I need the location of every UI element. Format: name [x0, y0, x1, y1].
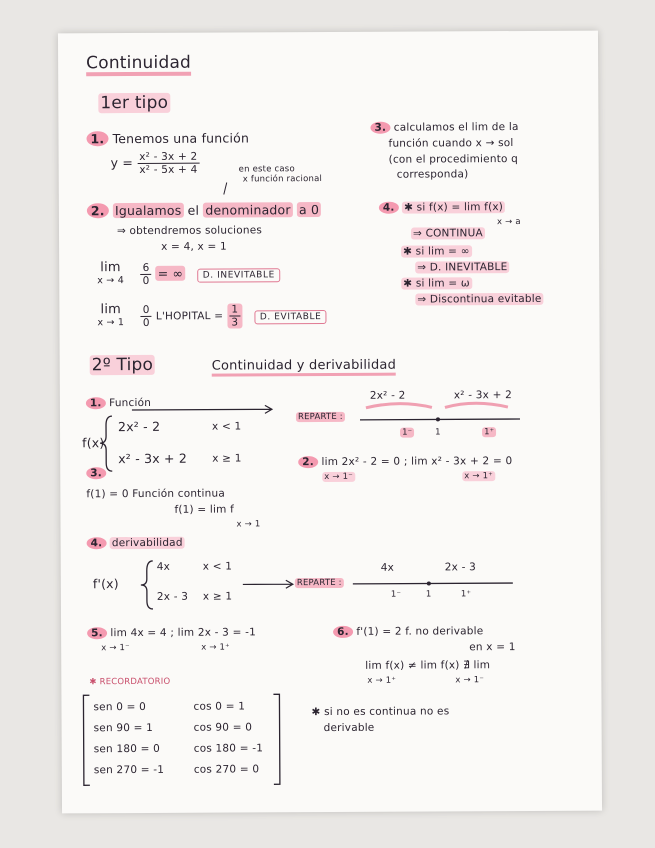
step-number: 2. [298, 456, 318, 468]
reparte1-left-expr: 2x² - 2 [369, 389, 406, 402]
step-number: 3. [370, 122, 390, 134]
step4-lim-inf: ✱ si lim = ∞ [403, 245, 470, 258]
step-number: 5. [87, 627, 107, 639]
step-number: 4. [87, 537, 107, 549]
step5-limits: lim 4x = 4 ; lim 2x - 3 = -1 [110, 626, 257, 640]
limit-fraction [141, 303, 152, 328]
reparte-label-1: REPARTE : [297, 411, 343, 423]
step4-evitable: ⇒ Discontinua evitable [417, 292, 542, 306]
limit-notation [97, 261, 124, 287]
y-label: y = [110, 155, 134, 171]
limit-notation [97, 303, 124, 329]
reparte1-right-tick: 1⁺ [484, 427, 495, 438]
inevitable-box: D. INEVITABLE [198, 268, 280, 282]
tipo2-step4 [87, 537, 185, 550]
step6-text3: lim f(x) ≠ lim f(x) ∄ lim [365, 659, 491, 672]
reparte2-left-expr: 4x [380, 561, 395, 574]
tipo1-step2 [87, 202, 321, 218]
case2-expr: x² - 3x + 2 [118, 450, 188, 467]
hopital-label: L'HOPITAL = [155, 310, 224, 323]
lim-word: lim [100, 302, 122, 318]
notebook-page [58, 31, 602, 814]
tipo2-step3-text2: f(1) = lim f [174, 503, 235, 516]
tipo1-step1 [86, 130, 249, 146]
step-text: Función [109, 396, 152, 410]
tipo2-heading: 2º Tipo [91, 354, 154, 376]
step4-inevitable: ⇒ D. INEVITABLE [417, 261, 508, 274]
numerator: x² - 3x + 2 [137, 151, 199, 164]
step6-text2: en x = 1 [469, 641, 516, 654]
reparte1-right-expr: x² - 3x + 2 [453, 389, 513, 402]
lim-subscript: x → 1 [97, 317, 125, 329]
step6-sub-left: x → 1⁺ [367, 675, 397, 686]
fpx-label: f'(x) [92, 576, 119, 592]
limit-inevitable [97, 260, 280, 287]
tipo1-step4-line1 [379, 201, 505, 214]
tipo2-step1 [86, 397, 151, 409]
trig-row-3-sen: sen 180 = 0 [93, 742, 161, 756]
rational-function [111, 151, 200, 176]
tipo2-step3-sub: x → 1 [236, 519, 261, 530]
fraction-numerator: 0 [141, 303, 152, 316]
reparte1-mid-tick: 1 [435, 427, 441, 438]
step3-text1: calculamos el lim de la [393, 121, 519, 134]
highlight-a-cero: a 0 [298, 202, 320, 218]
trig-row-4-sen: sen 270 = -1 [93, 763, 165, 777]
tipo2-step2 [298, 455, 512, 468]
deriv-cond1: x < 1 [202, 560, 233, 573]
limit-evitable [97, 302, 326, 329]
trig-row-2-sen: sen 90 = 1 [93, 721, 154, 735]
reparte1-left-tick: 1⁻ [402, 427, 413, 438]
deriv-case1: 4x [156, 560, 171, 573]
highlight-igualamos: Igualamos [114, 202, 182, 219]
step4-continua: ⇒ CONTINUA [412, 227, 483, 240]
lim-subscript: x → 4 [97, 275, 124, 287]
tipo1-heading: 1er tipo [100, 92, 169, 114]
fx-label: f(x) [82, 435, 105, 451]
deriv-case2: 2x - 3 [156, 590, 189, 603]
trig-row-2-cos: cos 90 = 0 [193, 721, 253, 734]
step4-subscript: x → a [496, 216, 521, 228]
highlight-denominador: denominador [205, 202, 291, 218]
tipo1-step3-line4: corresponda) [396, 168, 469, 181]
evitable-box: D. EVITABLE [255, 310, 327, 324]
result-numerator: 1 [229, 303, 240, 316]
tipo1-step3-line2: función cuando x → sol [388, 137, 514, 150]
derivable-note-line2: derivable [323, 721, 375, 735]
hopital-result [227, 303, 242, 328]
step-number: 6. [333, 626, 353, 638]
limit-result: = ∞ [157, 265, 184, 281]
step2-sub-right: x → 1⁺ [464, 471, 493, 482]
tipo1-step3-line3: (con el procedimiento q [388, 153, 519, 166]
tipo2-step5 [87, 626, 256, 639]
solutions: x = 4, x = 1 [161, 240, 227, 253]
reparte2-right-tick: 1⁺ [460, 589, 472, 600]
recordatorio-label: ✱ RECORDATORIO [89, 676, 171, 688]
case1-cond: x < 1 [211, 420, 242, 433]
tipo2-step3-num [86, 467, 106, 479]
trig-row-3-cos: cos 180 = -1 [193, 742, 264, 755]
obtain-solutions: ⇒ obtendremos soluciones [116, 224, 263, 238]
deriv-cond2: x ≥ 1 [202, 590, 233, 603]
tipo2-subtitle: Continuidad y derivabilidad [212, 358, 396, 377]
step5-sub-left: x → 1⁻ [101, 643, 130, 654]
step4-condition: ✱ si f(x) = lim f(x) [404, 201, 504, 214]
step6-sub-right: x → 1⁻ [455, 675, 485, 686]
note-line1: en este caso [238, 164, 295, 175]
lim-word: lim [100, 260, 121, 276]
note-line2: x función racional [242, 174, 323, 185]
section-title: Continuidad [86, 52, 192, 74]
limit-fraction [141, 261, 152, 286]
denominator: x² - 5x + 4 [139, 163, 198, 176]
step-number: 2. [87, 203, 109, 218]
trig-row-4-cos: cos 270 = 0 [193, 763, 260, 776]
step-text: Tenemos una función [112, 130, 250, 147]
step5-sub-right: x → 1⁺ [201, 642, 230, 653]
case1-expr: 2x² - 2 [117, 418, 161, 435]
step-number: 4. [379, 202, 399, 214]
case2-cond: x ≥ 1 [212, 452, 242, 465]
trig-row-1-cos: cos 0 = 1 [193, 700, 246, 713]
step4-lim-w: ✱ si lim = ω [403, 277, 470, 290]
rational-fraction [137, 151, 199, 176]
reparte-label-2: REPARTE : [296, 577, 342, 589]
step-number: 1. [86, 397, 106, 409]
result-denominator: 3 [231, 315, 239, 329]
fraction-denominator: 0 [142, 274, 150, 287]
fraction-denominator: 0 [142, 316, 150, 329]
tipo2-step6 [333, 625, 483, 638]
trig-row-1-sen: sen 0 = 0 [93, 700, 147, 714]
step-number: 3. [86, 467, 106, 479]
step6-text: f'(1) = 2 f. no derivable [356, 625, 484, 638]
derivabilidad-label: derivabilidad [111, 536, 183, 550]
derivable-note-line1: ✱ si no es continua no es [311, 705, 450, 719]
word-el: el [187, 202, 200, 218]
fraction-numerator: 6 [141, 261, 152, 274]
step2-limits: lim 2x² - 2 = 0 ; lim x² - 3x + 2 = 0 [321, 455, 513, 469]
reparte2-left-tick: 1⁻ [390, 589, 402, 600]
step2-sub-left: x → 1⁻ [324, 471, 353, 483]
tipo1-step3-line1 [370, 121, 518, 134]
step-number: 1. [86, 131, 108, 146]
reparte2-mid-tick: 1 [425, 589, 432, 600]
reparte2-right-expr: 2x - 3 [444, 561, 477, 574]
tipo2-step3-text: f(1) = 0 Función continua [86, 487, 225, 501]
